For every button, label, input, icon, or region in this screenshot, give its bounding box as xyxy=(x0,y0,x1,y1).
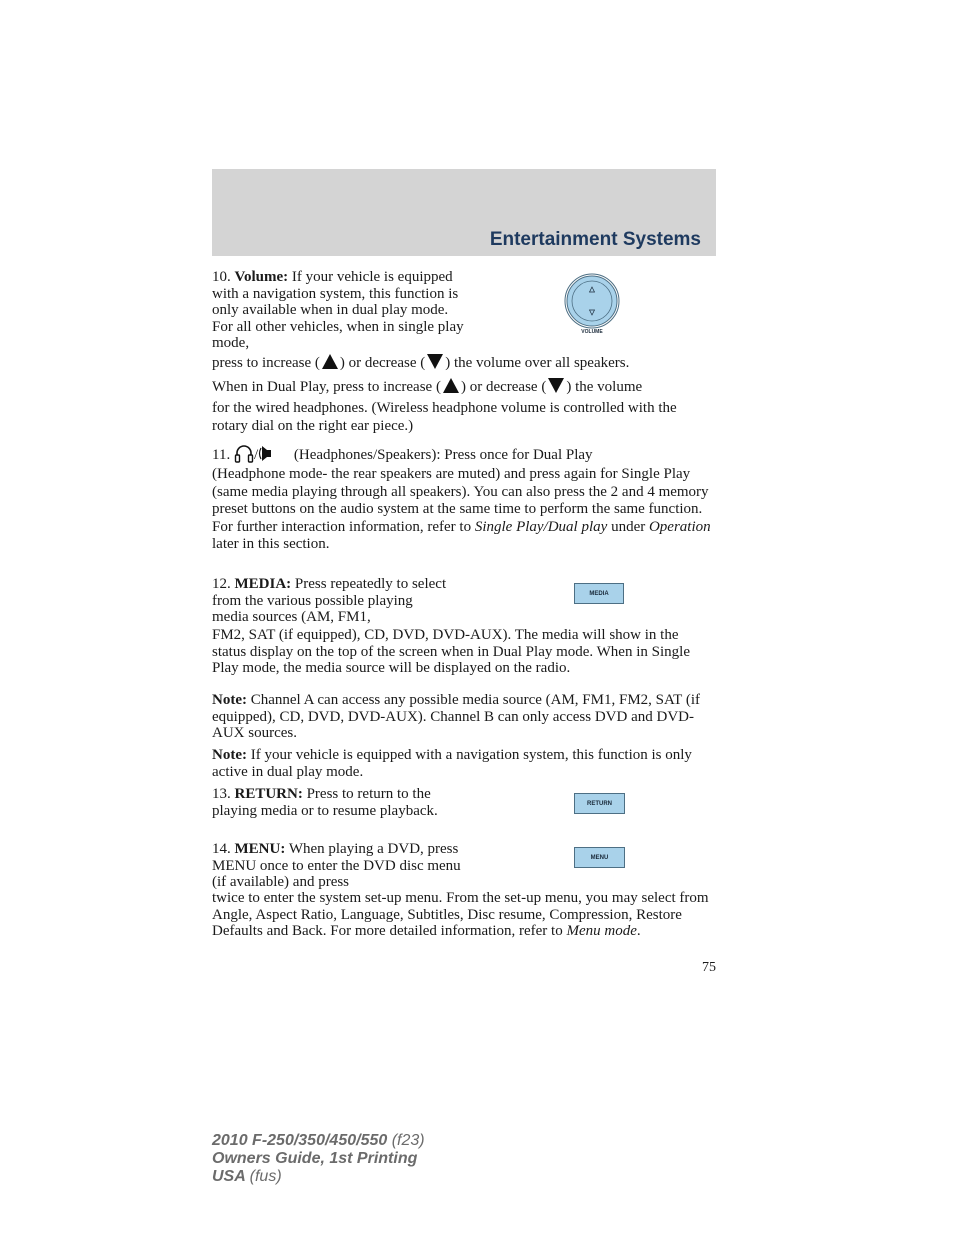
item-12-note-2: Note: If your vehicle is equipped with a navigation system, this function is only active in dual play mode. xyxy=(212,747,692,780)
volume-knob-icon xyxy=(563,273,621,329)
item-10-line-dual: When in Dual Play, press to increase ( ) or decrease ( ) the volume xyxy=(212,379,643,395)
item-14-intro: 14. MENU: When playing a DVD, press MENU once to enter the DVD disc menu (if available) and press xyxy=(212,841,461,890)
item-12-note-1: Note: Channel A can access any possible media source (AM, FM1, FM2, SAT (if equipped), CD, DVD, DVD-AUX). Channel B can only access DVD and DVD-AUX sources. xyxy=(212,692,700,741)
document-footer xyxy=(212,1132,425,1186)
item-11-first-line: 11. / (Headphones/Speakers): Press once for Dual Play xyxy=(212,444,716,465)
volume-knob-illustration xyxy=(563,273,621,337)
item-12-label: MEDIA: xyxy=(234,576,292,592)
triangle-down-icon xyxy=(548,378,564,393)
footer-line-1: 2010 F-250/350/450/550 (f23) xyxy=(212,1132,425,1149)
item-13-text: 13. RETURN: Press to return to the playing media or to resume playback. xyxy=(212,786,438,819)
item-10-label: Volume: xyxy=(234,269,289,285)
menu-button-illustration: MENU xyxy=(574,847,625,868)
item-12-intro: 12. MEDIA: Press repeatedly to select from the various possible playing media sources (AM, FM1, xyxy=(212,576,447,625)
item-11-body: (Headphone mode- the rear speakers are muted) and press again for Single Play (same media playing through all speakers). You can also press the 2 and 4 memory preset buttons on the audio system at the same time to perform the same function. For further interaction information, refer to Single Play/Dual play under Operation later in this section. xyxy=(212,466,711,553)
item-13-label: RETURN: xyxy=(234,786,303,802)
item-10-intro: 10. Volume: If your vehicle is equipped with a navigation system, this function is only available when in dual play mode. For all other vehicles, when in single play mode, xyxy=(212,269,464,351)
item-12-body: FM2, SAT (if equipped), CD, DVD, DVD-AUX). The media will show in the status display on the top of the screen when in Dual Play mode. When in Single Play mode, the media source will be displayed on the radio. xyxy=(212,627,690,676)
footer-line-3: USA (fus) xyxy=(212,1168,282,1185)
section-header xyxy=(212,169,716,256)
media-button-illustration: MEDIA xyxy=(574,583,624,604)
page-number: 75 xyxy=(702,960,716,975)
footer-line-2: Owners Guide, 1st Printing xyxy=(212,1150,418,1167)
triangle-up-icon xyxy=(443,378,459,393)
item-14-label: MENU: xyxy=(234,841,286,857)
headphones-icon xyxy=(234,444,254,463)
triangle-down-icon xyxy=(427,354,443,369)
item-10-headphones: for the wired headphones. (Wireless headphone volume is controlled with the rotary dial on the right ear piece.) xyxy=(212,400,677,434)
speaker-icon xyxy=(258,444,272,463)
item-14-body: twice to enter the system set-up menu. From the set-up menu, you may select from Angle, Aspect Ratio, Language, Subtitles, Disc resume, Compression, Restore Defaults and Back. For more detailed information, refer to Menu mode. xyxy=(212,890,709,939)
return-button-illustration: RETURN xyxy=(574,793,625,814)
section-title: Entertainment Systems xyxy=(489,229,701,250)
triangle-up-icon xyxy=(322,354,338,369)
volume-knob-label: VOLUME xyxy=(581,329,603,335)
item-10-line-single: press to increase ( ) or decrease ( ) the volume over all speakers. xyxy=(212,355,630,371)
